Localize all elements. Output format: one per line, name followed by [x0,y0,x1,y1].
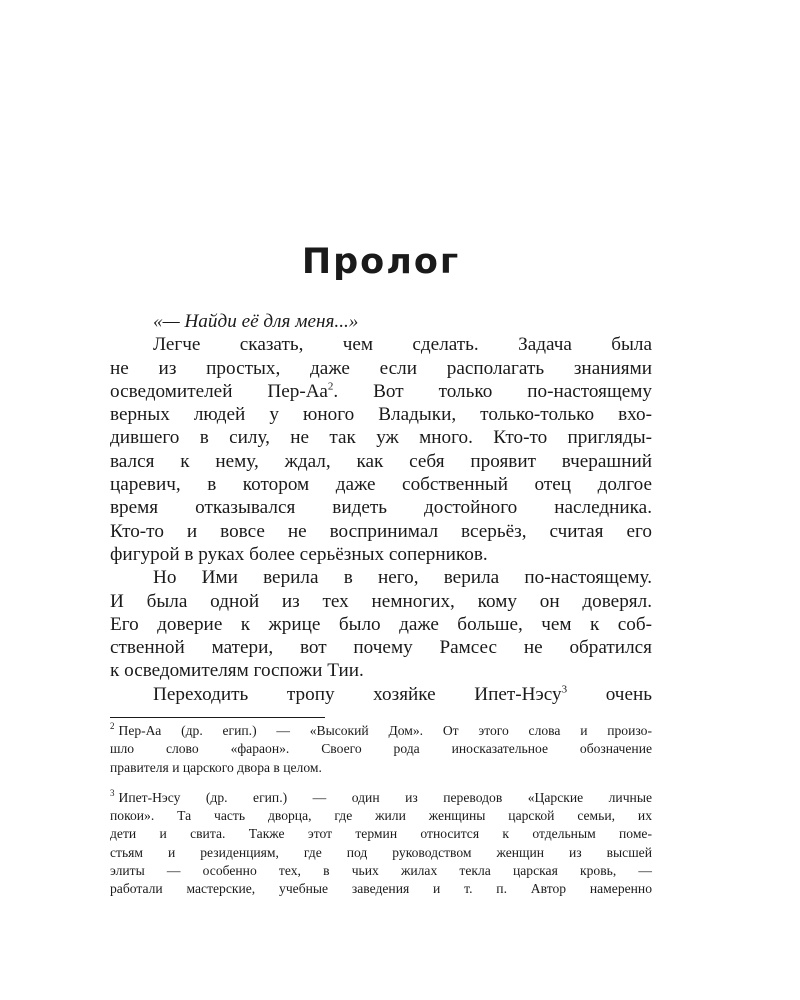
footnote-line: работали мастерские, учебные заведения и т. п. Автор намеренно [110,881,652,897]
epigraph: «— Найди её для меня...» [153,311,359,332]
text-line: верных людей у юного Владыки, только-только вхо- [110,404,652,426]
footnote-ref-3[interactable]: 3 [561,683,568,696]
footnote-line: покои». Та часть дворца, где жили женщины царской семьи, их [110,808,652,824]
text-line [110,380,652,403]
text-fragment: Переходить тропу хозяйке Ипет-Нэсу [153,683,562,705]
text-line: Кто-то и вовсе не воспринимал всерьёз, считая его [110,520,652,542]
footnote-line [110,722,652,740]
footnote-line: стьям и резиденциям, где под руководством женщин из высшей [110,844,652,860]
text-fragment: осведомителей Пер-Аа [110,380,328,402]
footnotes [110,722,652,911]
footnote-text: Ипет-Нэсу (др. егип.) — один из переводов «Царские личные [118,789,652,805]
paragraph-1 [110,333,652,566]
footnote-3 [110,789,652,899]
footnote-text: Пер-Аа (др. егип.) — «Высокий Дом». От этого слова и произо- [118,723,652,738]
text-line: ственной матери, вот почему Рамсес не обратился [110,637,652,659]
text-line: И была одной из тех немногих, кому он доверял. [110,590,652,612]
book-page [110,0,652,1000]
text-line [110,683,652,706]
footnote-ref-2[interactable]: 2 [327,380,334,393]
footnote-line: правителя и царского двора в целом. [110,759,322,775]
footnote-marker: 3 [110,788,115,799]
text-line: Его доверие к жрице было даже больше, чем к соб- [110,613,652,635]
footnote-2 [110,722,652,777]
text-line: царевич, в котором даже собственный отец долгое [110,474,652,496]
text-line: фигурой в руках более серьёзных соперников. [110,543,488,565]
text-line: Легче сказать, чем сделать. Задача была [153,334,652,356]
footnote-line [110,789,652,807]
chapter-title: Пролог [301,242,461,282]
footnote-separator [110,717,325,718]
text-line: вался к нему, ждал, как себя проявит вчерашний [110,450,652,472]
footnote-line: шло слово «фараон». Своего рода иносказательное обозначение [110,741,652,757]
paragraph-2 [110,566,652,682]
text-fragment: очень [567,683,652,705]
body-text [110,310,652,706]
text-line: время отказывался видеть достойного наследника. [110,497,652,519]
text-line: Но Ими верила в него, верила по-настоящему. [153,567,652,589]
text-line: не из простых, даже если располагать знаниями [110,357,652,379]
text-fragment: . Вот только по-настоящему [333,380,653,402]
text-line: дившего в силу, не так уж много. Кто-то пригляды- [110,427,652,449]
footnote-marker: 2 [110,721,115,732]
footnote-line: дети и свита. Также этот термин относится к отдельным поме- [110,826,652,842]
footnote-line: элиты — особенно тех, в чьих жилах текла царская кровь, — [110,863,652,879]
paragraph-3 [110,683,652,706]
text-line: к осведомителям госпожи Тии. [110,660,364,682]
